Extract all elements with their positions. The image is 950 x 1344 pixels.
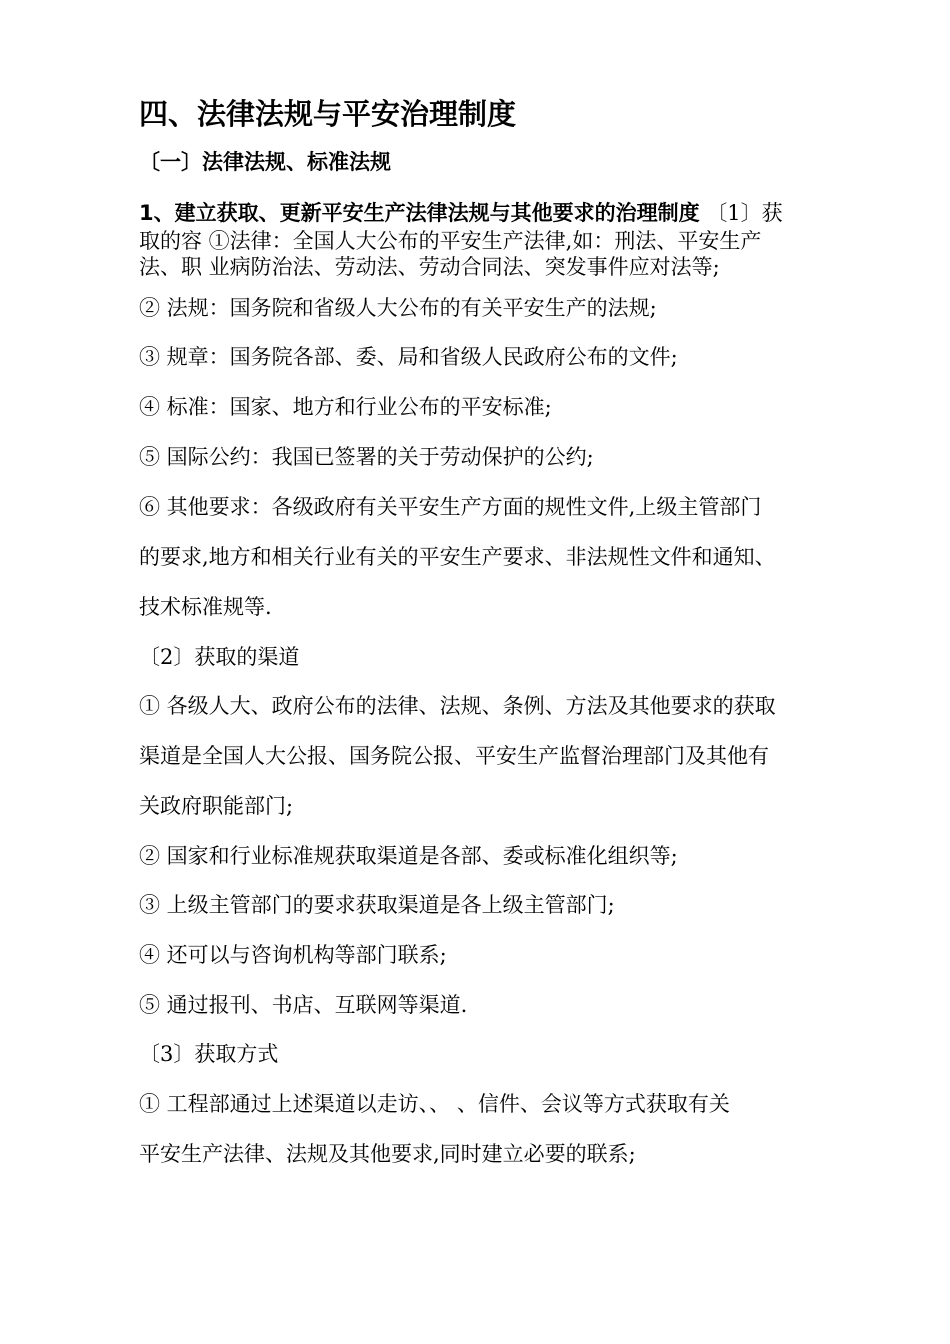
paragraph-line: ② 国家和行业标准规获取渠道是各部、委或标准化组织等;: [139, 844, 678, 868]
paragraph-line: ① 工程部通过上述渠道以走访、、 、信件、会议等方式获取有关: [139, 1092, 730, 1116]
paragraph-line: 取的容 ①法律：全国人大公布的平安生产法律,如：刑法、平安生产: [139, 229, 762, 253]
paragraph-line: 平安生产法律、法规及其他要求,同时建立必要的联系;: [139, 1142, 636, 1166]
chapter-heading: 四、法律法规与平安治理制度: [139, 97, 517, 131]
subsection-label: 〔2〕获取的渠道: [139, 645, 300, 669]
paragraph-line: ② 法规：国务院和省级人大公布的有关平安生产的法规;: [139, 296, 657, 320]
paragraph-line: ③ 规章：国务院各部、委、局和省级人民政府公布的文件;: [139, 345, 678, 369]
item-title: 1、建立获取、更新平安生产法律法规与其他要求的治理制度: [139, 201, 700, 225]
paragraph-line: 关政府职能部门;: [139, 794, 294, 818]
item-title-tail: 〔1〕获: [706, 201, 783, 225]
subsection-label: 〔3〕获取方式: [139, 1042, 279, 1066]
paragraph-line: ⑤ 国际公约：我国已签署的关于劳动保护的公约;: [139, 445, 594, 469]
paragraph-line: ① 各级人大、政府公布的法律、法规、条例、方法及其他要求的获取: [139, 694, 776, 718]
section-heading: 〔一〕法律法规、标准法规: [139, 150, 391, 174]
item-heading-line: [139, 200, 839, 226]
paragraph-line: ④ 还可以与咨询机构等部门联系;: [139, 943, 447, 967]
paragraph-line: 的要求,地方和相关行业有关的平安生产要求、非法规性文件和通知、: [139, 545, 776, 569]
paragraph-line: ③ 上级主管部门的要求获取渠道是各上级主管部门;: [139, 893, 615, 917]
paragraph-line: 技术标准规等.: [139, 595, 272, 619]
paragraph-line: ⑤ 通过报刊、书店、互联网等渠道.: [139, 993, 468, 1017]
paragraph-line: 渠道是全国人大公报、国务院公报、平安生产监督治理部门及其他有: [139, 744, 769, 768]
paragraph-line: ④ 标准：国家、地方和行业公布的平安标准;: [139, 395, 552, 419]
paragraph-line: ⑥ 其他要求：各级政府有关平安生产方面的规性文件,上级主管部门: [139, 495, 762, 519]
paragraph-line: 法、职 业病防治法、劳动法、劳动合同法、突发事件应对法等;: [139, 255, 720, 279]
